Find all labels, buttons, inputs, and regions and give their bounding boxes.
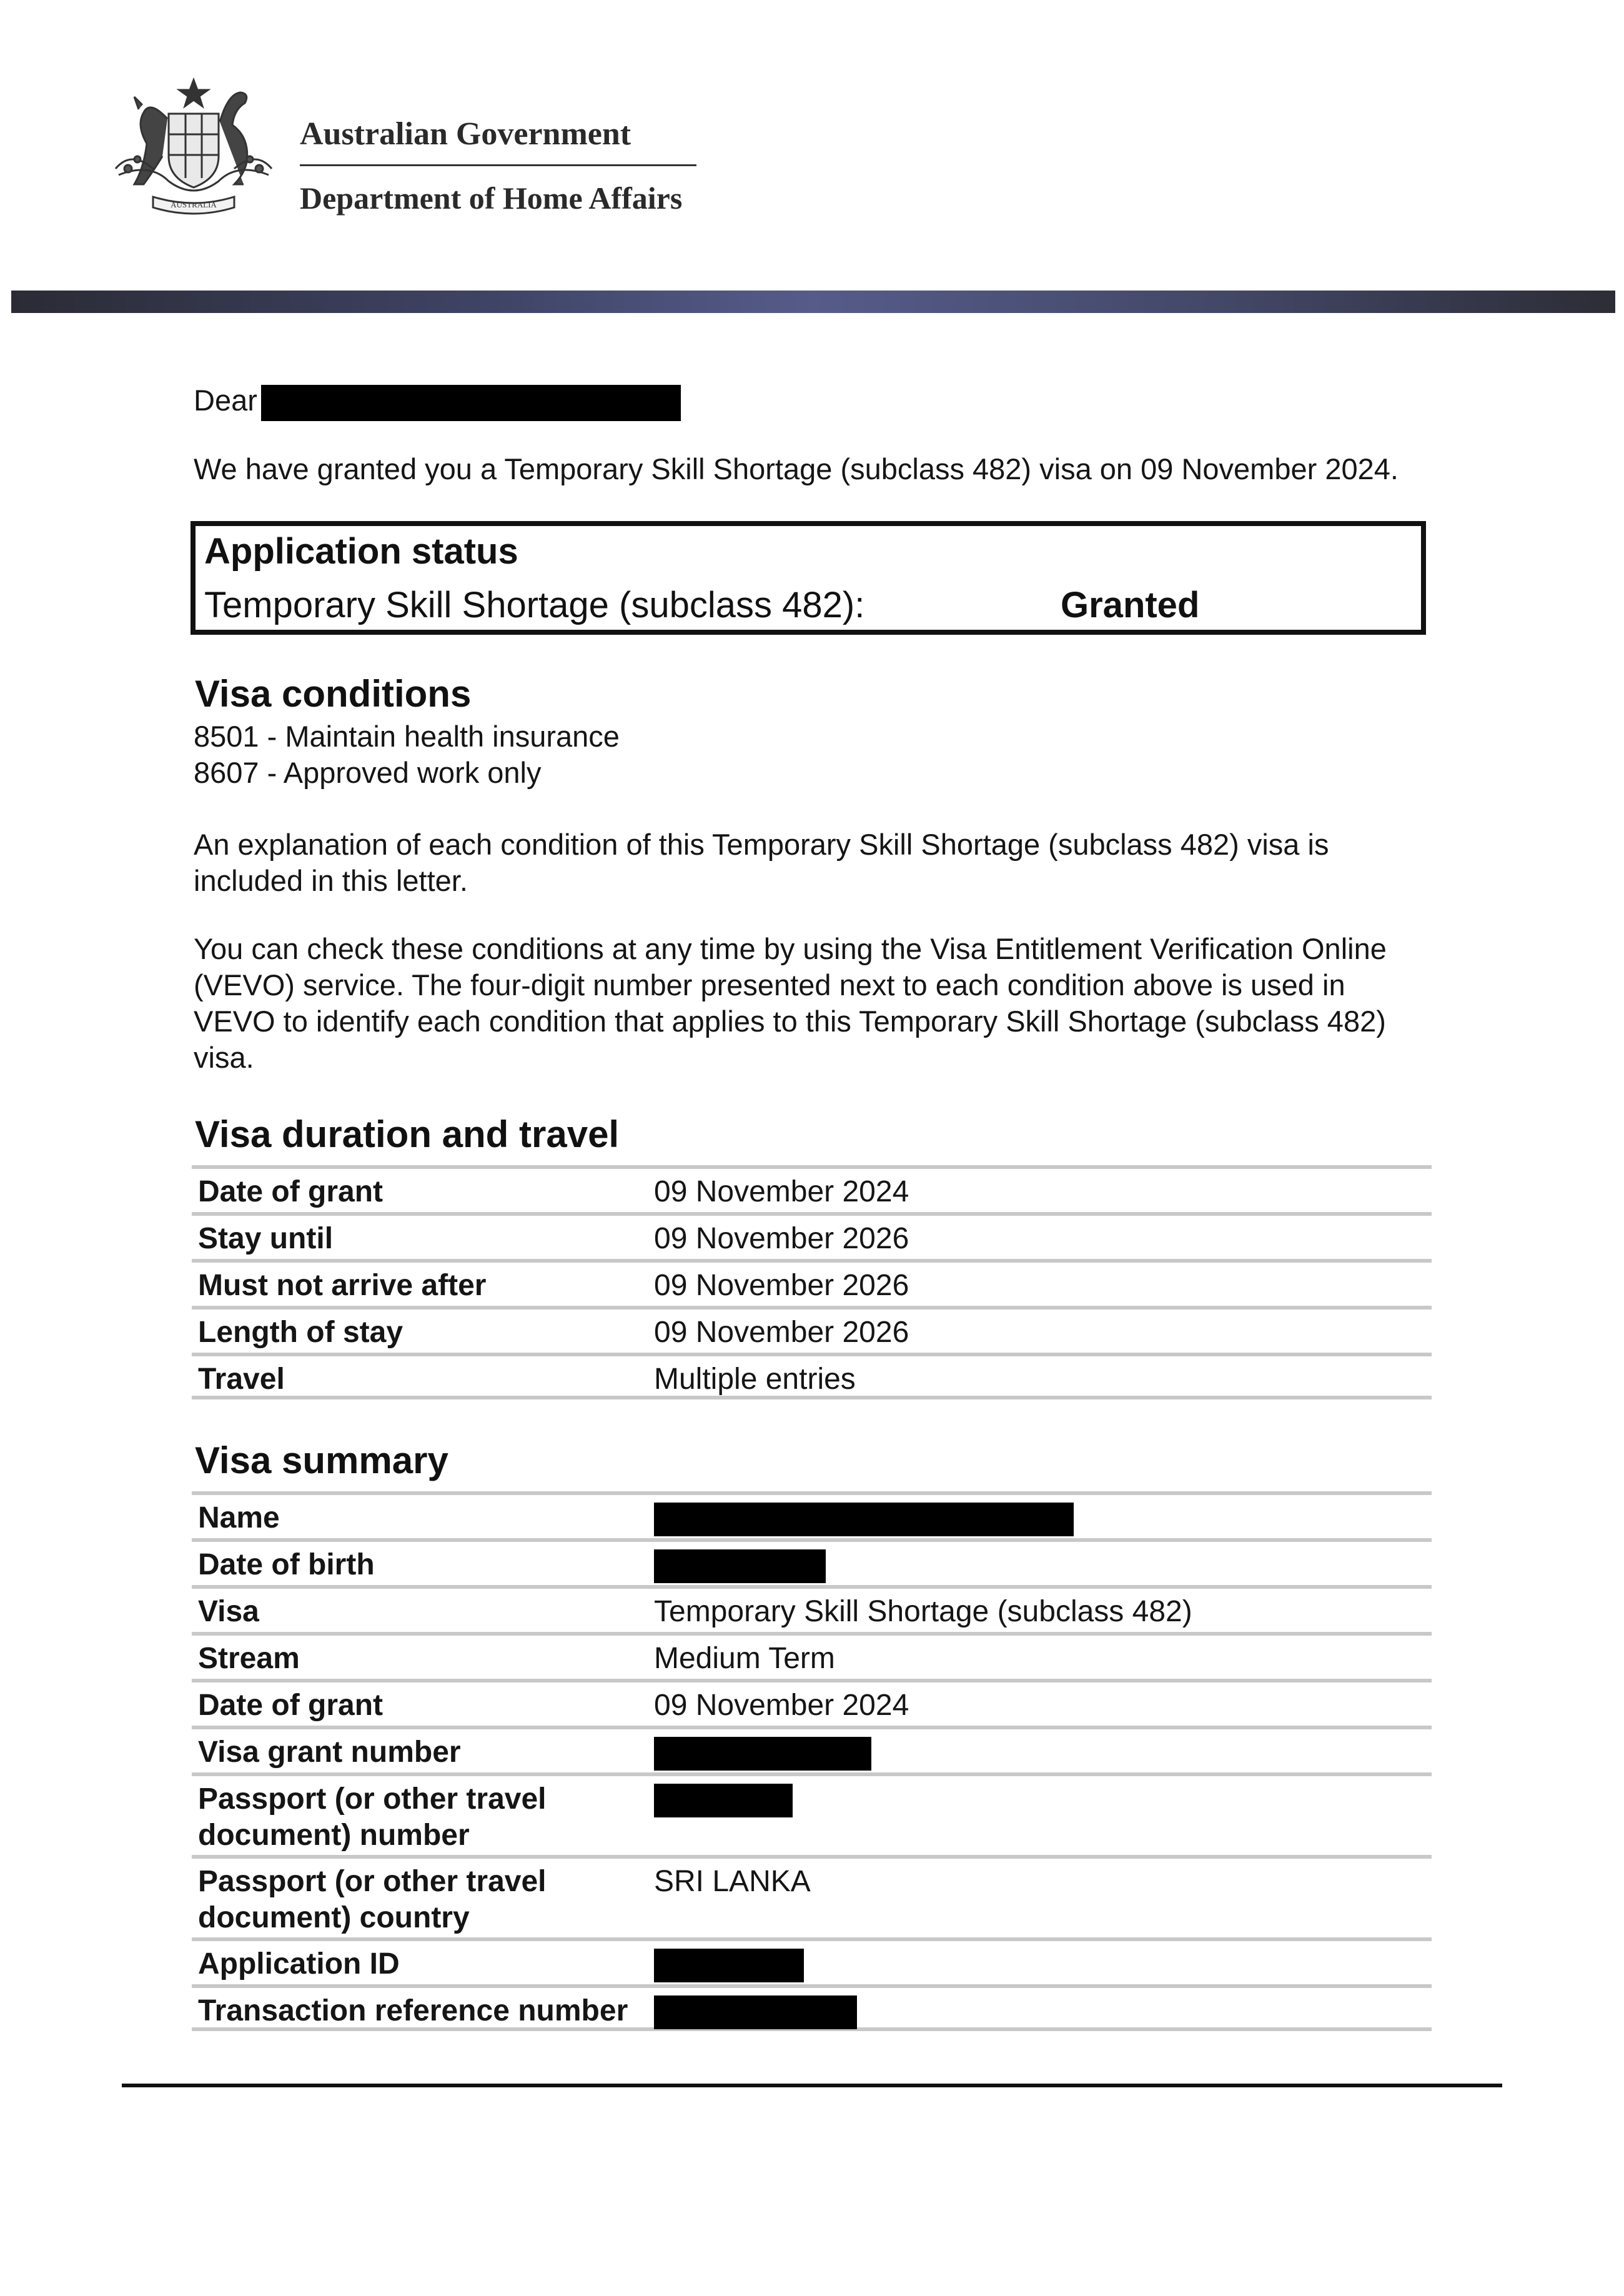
row-value [654, 1500, 1074, 1536]
redacted-grant-number [654, 1737, 871, 1771]
table-row [192, 1855, 1432, 1937]
table-row [192, 1165, 1432, 1212]
summary-heading: Visa summary [195, 1439, 448, 1481]
explanation-line: included in this letter. [194, 864, 468, 897]
vevo-line: visa. [194, 1041, 254, 1074]
row-label: Transaction reference number [198, 1994, 628, 2027]
row-value: 09 November 2026 [654, 1222, 909, 1255]
row-value: Multiple entries [654, 1363, 856, 1396]
row-label-continued: document) number [198, 1819, 470, 1852]
redacted-passport-number [654, 1784, 793, 1817]
row-value: 09 November 2024 [654, 1689, 909, 1722]
table-row [192, 1585, 1432, 1632]
row-label: Must not arrive after [198, 1269, 487, 1302]
table-row [192, 1937, 1432, 1984]
table-row [192, 1772, 1432, 1855]
table-row [192, 1984, 1432, 2031]
duration-heading: Visa duration and travel [195, 1113, 620, 1155]
row-label: Application ID [198, 1947, 400, 1980]
conditions-heading: Visa conditions [195, 673, 472, 715]
status-label: Temporary Skill Shortage (subclass 482): [204, 585, 865, 625]
redacted-transaction-reference [654, 1995, 857, 2029]
row-value [654, 1993, 857, 2029]
row-label: Visa grant number [198, 1736, 461, 1769]
table-row [192, 1491, 1432, 1538]
redacted-date-of-birth [654, 1549, 826, 1583]
redacted-recipient-name [261, 385, 681, 421]
table-row [192, 1353, 1432, 1399]
row-label: Name [198, 1501, 280, 1534]
row-value: SRI LANKA [654, 1865, 811, 1898]
condition-item: 8607 - Approved work only [194, 756, 542, 789]
header-band [11, 291, 1615, 313]
application-status-box [191, 521, 1426, 635]
status-value: Granted [1061, 585, 1200, 625]
redacted-application-id [654, 1949, 804, 1982]
duration-table [192, 1165, 1432, 1399]
vevo-line: You can check these conditions at any time by using the Visa Entitlement Verification Online [194, 932, 1387, 965]
row-value: Medium Term [654, 1642, 835, 1675]
row-label: Passport (or other travel [198, 1865, 547, 1898]
row-label: Date of birth [198, 1548, 375, 1581]
footer-divider [122, 2084, 1502, 2087]
table-row [192, 1212, 1432, 1259]
row-value: 09 November 2024 [654, 1175, 909, 1208]
row-label: Passport (or other travel [198, 1782, 547, 1816]
explanation-line: An explanation of each condition of this Temporary Skill Shortage (subclass 482) visa is [194, 828, 1329, 861]
table-row [192, 1679, 1432, 1726]
row-label: Date of grant [198, 1175, 384, 1208]
table-row [192, 1538, 1432, 1585]
row-label-continued: document) country [198, 1901, 470, 1934]
crest-motto: AUSTRALIA [171, 200, 217, 209]
table-row [192, 1306, 1432, 1353]
row-label: Travel [198, 1363, 285, 1396]
row-label: Length of stay [198, 1316, 404, 1349]
org-name: Australian Government [300, 116, 631, 152]
row-value: 09 November 2026 [654, 1316, 909, 1349]
salutation-text: Dear [194, 384, 257, 417]
row-value: Temporary Skill Shortage (subclass 482) [654, 1595, 1192, 1628]
coat-of-arms-icon [100, 75, 287, 219]
vevo-line: (VEVO) service. The four-digit number presented next to each condition above is used in [194, 968, 1345, 1001]
vevo-line: VEVO to identify each condition that applies to this Temporary Skill Shortage (subclass 482) [194, 1005, 1386, 1038]
branding-divider [300, 164, 696, 166]
table-row [192, 1259, 1432, 1306]
row-label: Stream [198, 1642, 300, 1675]
government-branding [300, 116, 700, 216]
status-title: Application status [204, 531, 518, 572]
row-label: Stay until [198, 1222, 334, 1255]
row-label: Date of grant [198, 1689, 384, 1722]
table-row [192, 1726, 1432, 1772]
row-value [654, 1547, 826, 1583]
condition-item: 8501 - Maintain health insurance [194, 720, 620, 753]
row-value [654, 1734, 871, 1771]
row-value: 09 November 2026 [654, 1269, 909, 1302]
row-value [654, 1946, 804, 1982]
table-row [192, 1632, 1432, 1679]
row-label: Visa [198, 1595, 259, 1628]
department-name: Department of Home Affairs [300, 181, 683, 216]
salutation [194, 382, 681, 421]
redacted-name [654, 1503, 1074, 1536]
intro-paragraph: We have granted you a Temporary Skill Shortage (subclass 482) visa on 09 November 2024. [194, 452, 1399, 485]
summary-table [192, 1491, 1432, 2031]
row-value [654, 1781, 793, 1817]
